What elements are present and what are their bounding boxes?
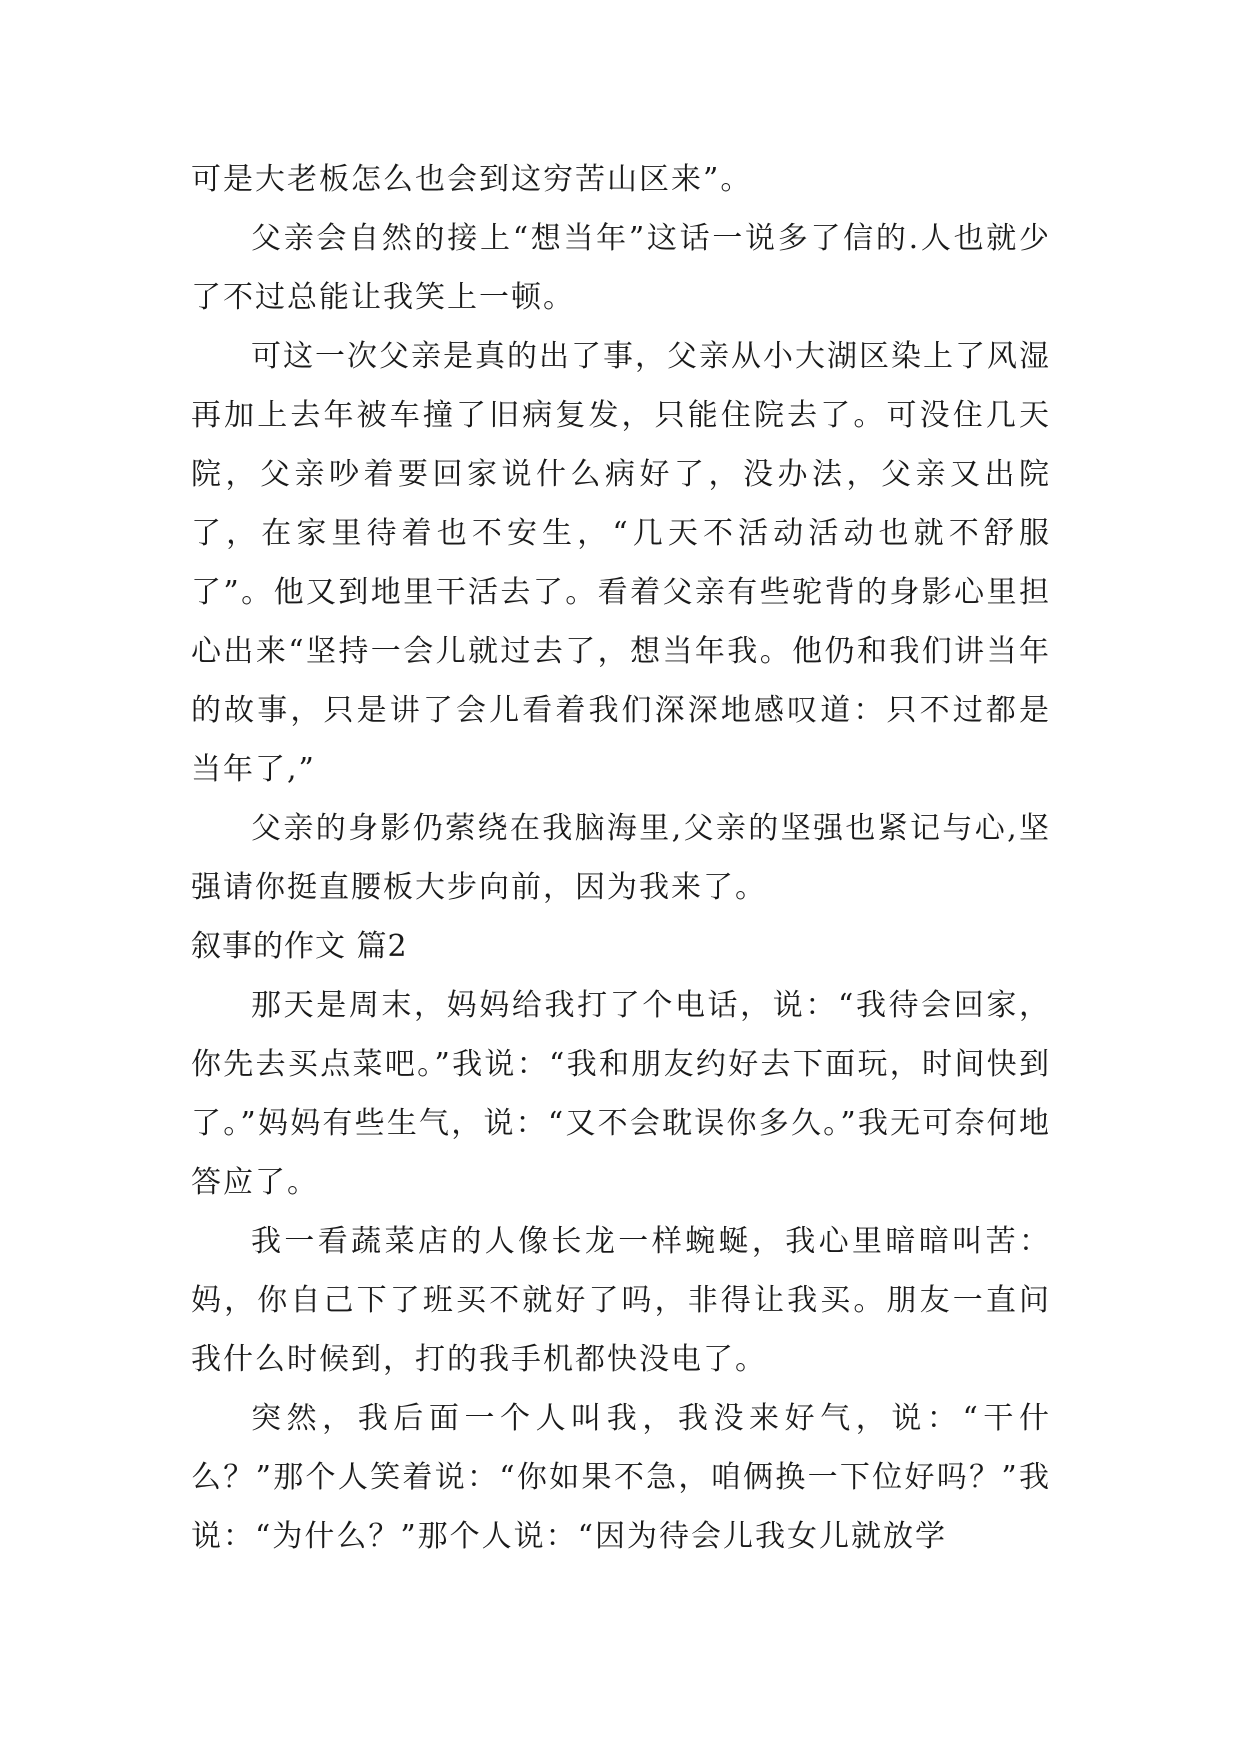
paragraph: 父亲的身影仍萦绕在我脑海里,父亲的坚强也紧记与心,坚强请你挺直腰板大步向前，因为我来了。 [191,811,1051,905]
document-page [191,150,1051,1566]
section-heading: 叙事的作文 篇2 [191,929,408,964]
paragraph: 可这一次父亲是真的出了事，父亲从小大湖区染上了风湿再加上去年被车撞了旧病复发，只能住院去了。可没住几天院，父亲吵着要回家说什么病好了，没办法，父亲又出院了，在家里待着也不安生，“几天不活动活动也就不舒服了”。他又到地里干活去了。看着父亲有些驼背的身影心里担心出来“坚持一会儿就过去了，想当年我。他仍和我们讲当年的故事，只是讲了会儿看着我们深深地感叹道：只不过都是当年了,” [191,339,1051,787]
paragraph-continued: 可是大老板怎么也会到这穷苦山区来”。 [191,162,753,197]
paragraph: 父亲会自然的接上“想当年”这话一说多了信的.人也就少了不过总能让我笑上一顿。 [191,221,1051,315]
paragraph: 我一看蔬菜店的人像长龙一样蜿蜒，我心里暗暗叫苦：妈，你自己下了班买不就好了吗，非得让我买。朋友一直问我什么时候到，打的我手机都快没电了。 [191,1224,1051,1377]
paragraph: 那天是周末，妈妈给我打了个电话，说：“我待会回家，你先去买点菜吧。”我说：“我和朋友约好去下面玩，时间快到了。”妈妈有些生气，说：“又不会耽误你多久。”我无可奈何地答应了。 [191,988,1051,1200]
paragraph: 突然，我后面一个人叫我，我没来好气，说：“干什么？”那个人笑着说：“你如果不急，咱俩换一下位好吗？”我说：“为什么？”那个人说：“因为待会儿我女儿就放学 [191,1401,1051,1554]
